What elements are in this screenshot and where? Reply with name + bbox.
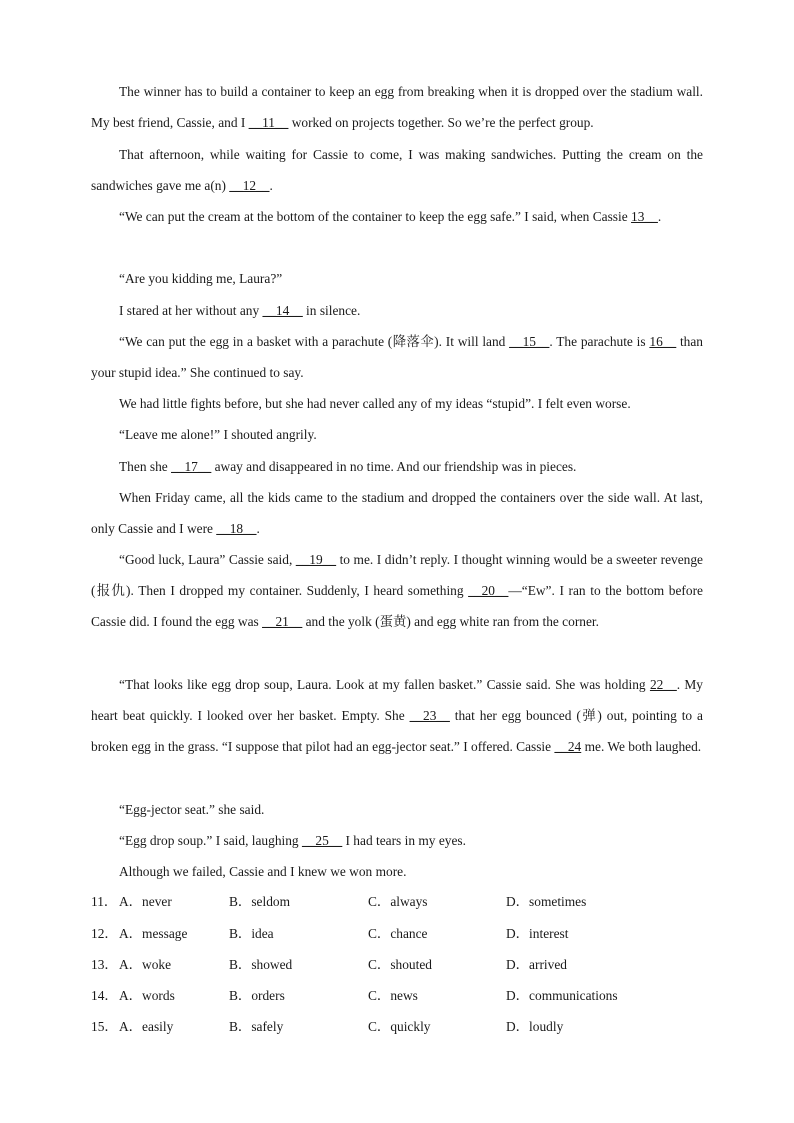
option-c[interactable]: C．news	[368, 988, 418, 1003]
paragraph-6: “We can put the egg in a basket with a parachute (降落伞). It will land __15__. The parachute is 16__ than your stupid idea.” She continued to say.	[91, 334, 703, 381]
blank-23[interactable]: __23__	[409, 708, 450, 724]
blank-20[interactable]: __20__	[468, 583, 509, 599]
question-row	[91, 1017, 703, 1037]
option-a[interactable]: A．woke	[119, 957, 172, 972]
question-row	[91, 892, 703, 912]
question-row	[91, 986, 703, 1006]
option-a[interactable]: A．words	[119, 988, 175, 1003]
blank-14[interactable]: __14__	[262, 303, 303, 318]
paragraph-2: That afternoon, while waiting for Cassie to come, I was making sandwiches. Putting the cream on the sandwiches gave me a(n) __12__.	[91, 147, 703, 194]
paragraph-8: “Leave me alone!” I shouted angrily.	[119, 427, 317, 442]
option-d[interactable]: D．sometimes	[506, 894, 587, 909]
question-row	[91, 924, 703, 944]
question-number: 15．	[91, 1019, 118, 1034]
blank-21[interactable]: __21__	[262, 614, 303, 630]
blank-18[interactable]: __18__	[216, 521, 257, 537]
blank-12[interactable]: __12__	[229, 178, 270, 194]
blank-15[interactable]: __15__	[509, 334, 550, 349]
blank-19[interactable]: __19__	[295, 552, 337, 567]
question-number: 13．	[91, 957, 118, 972]
blank-13[interactable]: 13__	[631, 209, 658, 224]
paragraph-11: “Good luck, Laura” Cassie said, __19__ to me. I didn’t reply. I thought winning would be a sweeter revenge (报仇). Then I dropped my container. Suddenly, I heard something __20__—“Ew”. I ran to the bottom before Cassie did. I found the egg was __21__ and the yolk (蛋黄) and egg white ran from the corner.	[91, 552, 703, 630]
paragraph-1: The winner has to build a container to keep an egg from breaking when it is dropped over the stadium wall. My best friend, Cassie, and I __11__ worked on projects together. So we’re the perfect group.	[91, 84, 703, 131]
paragraph-4: “Are you kidding me, Laura?”	[119, 271, 283, 286]
option-d[interactable]: D．arrived	[506, 957, 567, 972]
option-d[interactable]: D．interest	[506, 926, 569, 941]
option-b[interactable]: B．showed	[229, 957, 293, 972]
option-d[interactable]: D．loudly	[506, 1019, 564, 1034]
question-number: 11．	[91, 894, 118, 909]
option-b[interactable]: B．safely	[229, 1019, 284, 1034]
paragraph-14: “Egg drop soup.” I said, laughing __25__ I had tears in my eyes.	[119, 833, 466, 848]
option-b[interactable]: B．seldom	[229, 894, 291, 909]
paragraph-7: We had little fights before, but she had never called any of my ideas “stupid”. I felt even worse.	[119, 396, 631, 411]
question-row	[91, 955, 703, 975]
paragraph-3: “We can put the cream at the bottom of the container to keep the egg safe.” I said, when Cassie 13__.	[119, 209, 662, 224]
option-b[interactable]: B．orders	[229, 988, 285, 1003]
paragraph-13: “Egg-jector seat.” she said.	[119, 802, 265, 817]
blank-17[interactable]: __17__	[171, 459, 212, 474]
blank-22[interactable]: 22__	[649, 677, 677, 692]
option-c[interactable]: C．chance	[368, 926, 428, 941]
option-c[interactable]: C．shouted	[368, 957, 432, 972]
paragraph-15: Although we failed, Cassie and I knew we won more.	[119, 864, 407, 879]
blank-25[interactable]: __25__	[301, 833, 343, 848]
option-d[interactable]: D．communications	[506, 988, 618, 1003]
option-a[interactable]: A．never	[119, 894, 172, 909]
blank-11[interactable]: __11__	[248, 115, 289, 131]
paragraph-10: When Friday came, all the kids came to the stadium and dropped the containers over the side wall. At last, only Cassie and I were __18__.	[91, 490, 703, 537]
question-number: 14．	[91, 988, 118, 1003]
option-a[interactable]: A．message	[119, 926, 188, 941]
option-b[interactable]: B．idea	[229, 926, 274, 941]
paragraph-9: Then she __17__ away and disappeared in no time. And our friendship was in pieces.	[119, 459, 577, 474]
blank-16[interactable]: 16__	[649, 334, 677, 349]
option-c[interactable]: C．quickly	[368, 1019, 431, 1034]
question-number: 12．	[91, 926, 118, 941]
paragraph-5: I stared at her without any __14__ in silence.	[119, 303, 361, 318]
option-c[interactable]: C．always	[368, 894, 428, 909]
option-a[interactable]: A．easily	[119, 1019, 174, 1034]
blank-24[interactable]: __24	[554, 739, 582, 755]
paragraph-12: “That looks like egg drop soup, Laura. Look at my fallen basket.” Cassie said. She was holding 22__. My heart beat quickly. I looked over her basket. Empty. She __23__ that her egg bounced (弹) out, pointing to a broken egg in the grass. “I suppose that pilot had an egg-jector seat.” I offered. Cassie __24 me. We both laughed.	[91, 677, 703, 755]
